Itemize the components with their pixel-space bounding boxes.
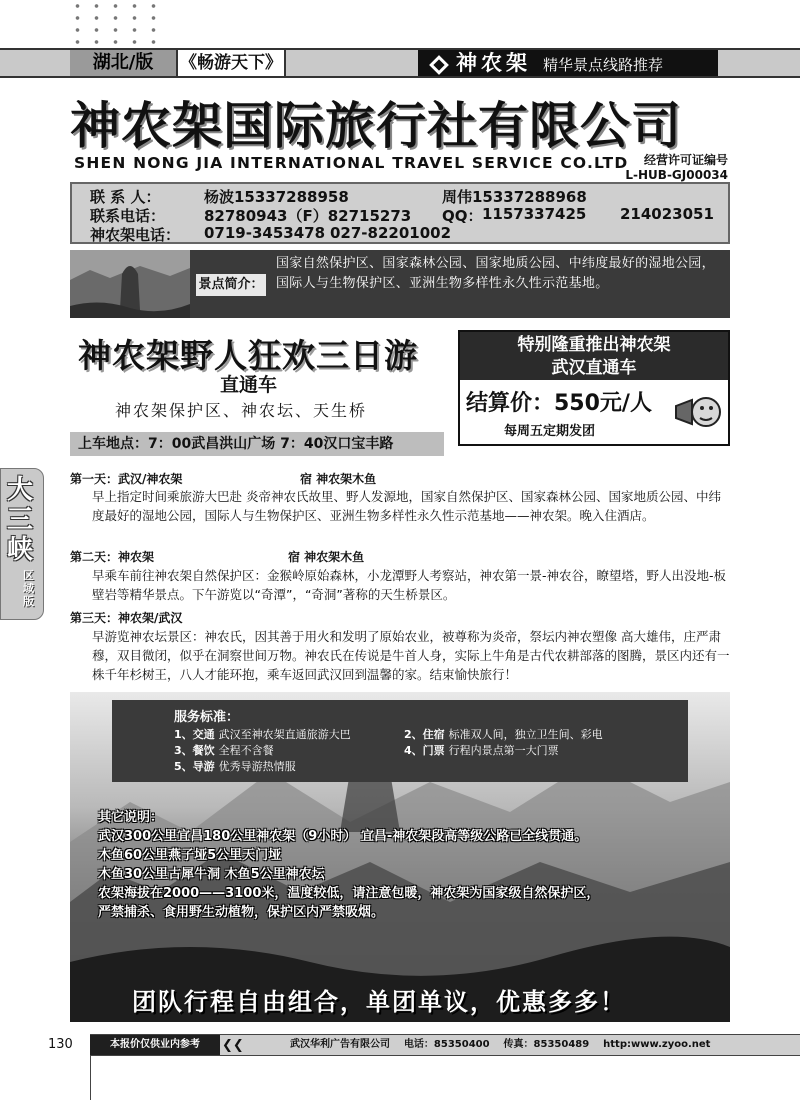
service-item-label: 3、餐饮: [174, 744, 215, 757]
day-2-title: 第二天：神农架: [70, 550, 155, 564]
license-label: 经营许可证编号: [643, 153, 728, 167]
service-item: [174, 742, 274, 758]
day-3-header: [70, 609, 182, 626]
day-2-text: 早乘车前往神农架自然保护区：金猴岭原始森林，小龙潭野人考察站，神农第一景-神农谷，瞭望塔，野人出没地-板壁岩等精华景点。下午游览以“奇潭”，“奇洞”著称的天生桥景区。: [92, 568, 727, 602]
service-item: [174, 726, 351, 742]
snj-phone-2: 027-82201002: [330, 224, 452, 242]
tour-title: 神农架野人狂欢三日游: [78, 336, 418, 375]
company-name-en: SHEN NONG JIA INTERNATIONAL TRAVEL SERVICE CO.LTD: [74, 154, 629, 172]
day-1-stay: 宿 神农架木鱼: [300, 472, 377, 486]
promo-line-1: 特别隆重推出神农架: [517, 335, 671, 355]
contact-person-2: 周伟15337288968: [442, 188, 587, 206]
promo-schedule: 每周五定期发团: [504, 424, 596, 439]
other-notes: [98, 808, 718, 922]
service-item-value: 武汉至神农架直通旅游大巴: [218, 728, 351, 741]
snj-phone-1: 0719-3453478: [204, 224, 326, 242]
service-title: 服务标准：: [174, 710, 240, 725]
service-item-label: 4、门票: [404, 744, 445, 757]
promo-line-2: 武汉直通车: [551, 358, 637, 378]
contact-qq-2: 214023051: [620, 205, 714, 223]
other-note-line: 严禁捕杀、食用野生动植物，保护区内严禁吸烟。: [98, 905, 385, 920]
brand-name: 神农架: [456, 50, 531, 75]
other-note-line: 农架海拔在2000——3100米，温度较低，请注意包暖，神农架为国家级自然保护区，: [98, 886, 600, 901]
footer-fax: 传真：85350489: [503, 1039, 590, 1050]
service-item: [404, 742, 559, 758]
snj-phone-label: 神农架电话：: [90, 226, 181, 244]
contact-qq-label: QQ：: [442, 207, 483, 225]
contact-person-1: 杨波15337288958: [204, 188, 349, 206]
intro-text: 国家自然保护区、国家森林公园、国家地质公园、中纬度最好的湿地公园，国际人与生物保护区、亚洲生物多样性永久性示范基地。: [276, 256, 715, 291]
service-box: [112, 700, 688, 782]
service-item-value: 标准双人间，独立卫生间、彩电: [448, 728, 603, 741]
footer-phone: 电话：85350400: [403, 1039, 490, 1050]
side-tab-subtitle: 区域版: [23, 569, 34, 608]
page-number: 130: [48, 1037, 73, 1052]
footer-divider: [90, 1056, 91, 1100]
contact-person-label: 联 系 人：: [90, 188, 161, 206]
other-notes-title: 其它说明：: [98, 810, 164, 825]
diamond-icon: [429, 55, 449, 75]
route-banner: [418, 50, 718, 76]
intro-label: 景点简介：: [196, 274, 266, 296]
service-item-label: 1、交通: [174, 728, 215, 741]
other-note-line: 木鱼60公里燕子垭5公里天门垭: [98, 848, 282, 863]
service-item: [404, 726, 603, 742]
route-label: 精华景点线路推荐: [543, 56, 664, 74]
promo-price: 结算价：550元/人: [466, 391, 652, 416]
slogan: 团队行程自由组合，单团单议，优惠多多！: [132, 987, 626, 1016]
side-tab-title: 大三峡: [7, 475, 34, 565]
intro-box: [190, 250, 730, 318]
day-1-header: [70, 470, 377, 487]
day-1-title: 第一天：武汉/神农架: [70, 472, 183, 486]
footer-notice: 本报价仅供业内参考: [90, 1035, 220, 1055]
day-2-stay: 宿 神农架木鱼: [288, 550, 365, 564]
service-item: [174, 758, 296, 774]
chevron-left-icon: ❮❮: [222, 1038, 244, 1053]
footer-bar: [90, 1034, 800, 1056]
promo-header: [460, 332, 728, 380]
contact-phone-label: 联系电话：: [90, 207, 166, 225]
day-2-header: [70, 548, 365, 565]
statue-photo-illustration: [70, 250, 190, 318]
decorative-dots: [68, 0, 163, 48]
tour-subtitle: 直通车: [220, 374, 278, 396]
day-3-text: 早游览神农坛景区：神农氏，因其善于用火和发明了原始农业，被尊称为炎帝，祭坛内神农塑像 高大雄伟，庄严肃穆，双目微闭，似乎在洞察世间万物。神农氏在传说是牛首人身，实际上牛角是古代农耕部落的图腾，景区内还有一株千年杉树王，八人才能环抱，乘车返回武汉回到温馨的家。结束愉快旅行！: [92, 629, 730, 682]
contact-qq-1: 1157337425: [482, 205, 587, 223]
magazine-title: 《畅游天下》: [176, 50, 286, 76]
megaphone-icon: [672, 390, 722, 436]
contact-phone: 82780943（F）82715273: [204, 207, 412, 225]
service-item-value: 全程不含餐: [218, 744, 274, 757]
service-item-label: 2、住宿: [404, 728, 445, 741]
scenery-photo: [70, 250, 190, 318]
service-item-label: 5、导游: [174, 760, 215, 773]
region-label: 湖北/版: [70, 50, 176, 76]
contact-box: [70, 182, 730, 244]
day-1-text: 早上指定时间乘旅游大巴赴 炎帝神农氏故里、野人发源地，国家自然保护区、国家森林公园、国家地质公园、中纬度最好的湿地公园，国际人与生物保护区、亚洲生物多样性永久性示范基地——神农架。晚入住酒店。: [92, 489, 721, 523]
license-info: [620, 153, 728, 183]
footer-info: [290, 1035, 710, 1055]
company-name: 神农架国际旅行社有限公司: [70, 97, 682, 155]
service-item-value: 行程内景点第一大门票: [448, 744, 559, 757]
departure-info: 上车地点：7：00武昌洪山广场 7：40汉口宝丰路: [70, 432, 444, 456]
tour-route: 神农架保护区、神农坛、天生桥: [115, 401, 368, 420]
day-3-title: 第三天：神农架/武汉: [70, 611, 183, 625]
footer-url[interactable]: http:www.zyoo.net: [603, 1039, 711, 1050]
footer-agency: 武汉华利广告有限公司: [290, 1039, 390, 1050]
region-side-tab: [0, 468, 44, 620]
promo-box: [458, 330, 730, 446]
other-note-line: 木鱼30公里古犀牛洞 木鱼5公里神农坛: [98, 867, 325, 882]
other-note-line: 武汉300公里宜昌180公里神农架（9小时） 宜昌-神农架段高等级公路已全线贯通。: [98, 829, 588, 844]
license-number: L-HUB-GJ00034: [625, 168, 728, 182]
service-item-value: 优秀导游热情服: [218, 760, 296, 773]
